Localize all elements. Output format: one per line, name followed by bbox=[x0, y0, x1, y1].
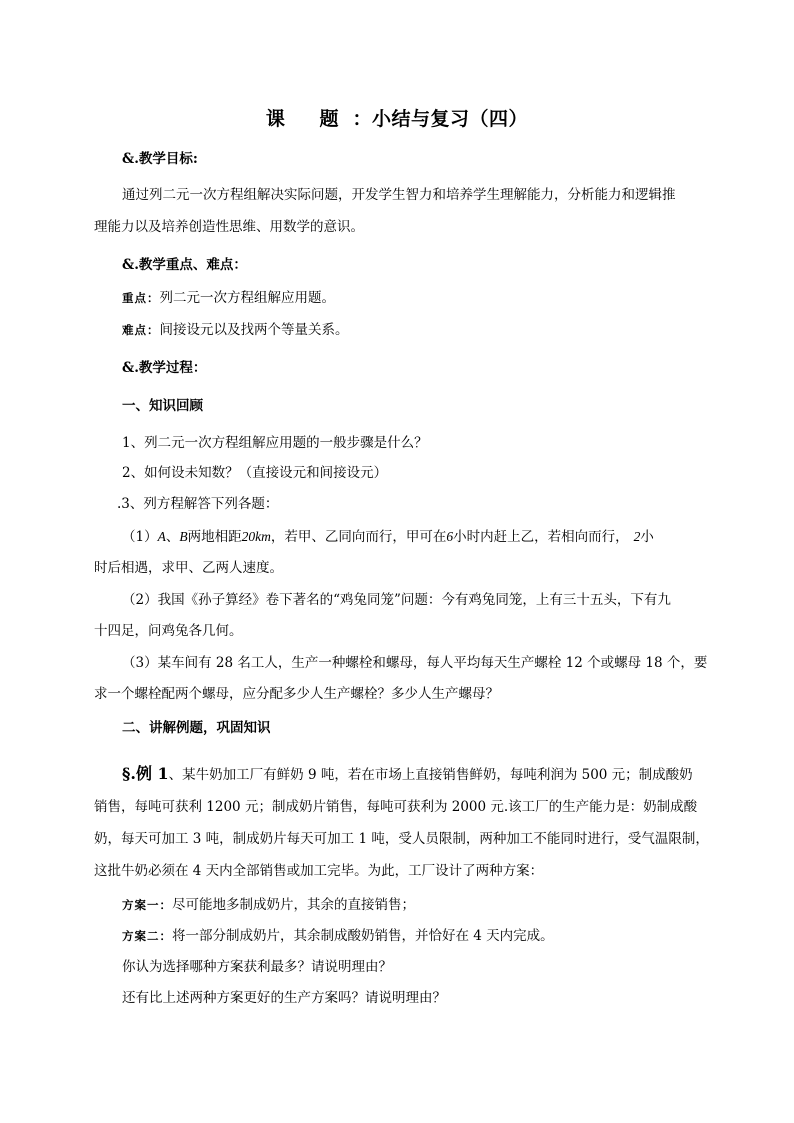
goals-line-2: 理能力以及培养创造性思维、用数学的意识。 bbox=[94, 219, 364, 235]
plan-2-text: 将一部分制成奶片，其余制成酸奶销售，并恰好在 4 天内完成。 bbox=[172, 928, 554, 944]
plan-1-text: 尽可能地多制成奶片，其余的直接销售； bbox=[172, 897, 415, 913]
question-a: 你认为选择哪种方案获利最多？请说明理由？ bbox=[122, 959, 392, 975]
difficulty-text: 间接设元以及找两个等量关系。 bbox=[159, 322, 349, 338]
example-1-line-4: 这批牛奶必须在 4 天内全部销售或加工完毕。为此，工厂设计了两种方案： bbox=[94, 863, 544, 879]
difficulty-point bbox=[122, 320, 349, 340]
process-heading: &.教学过程： bbox=[122, 360, 207, 376]
example-1-text: 、某牛奶加工厂有鲜奶 9 吨，若在市场上直接销售鲜奶，每吨利润为 500 元；制成酸奶 bbox=[168, 767, 693, 783]
problem-3-line-2: 求一个螺栓配两个螺母，应分配多少人生产螺栓？多少人生产螺母？ bbox=[94, 686, 499, 702]
part2-heading: 二、讲解例题，巩固知识 bbox=[122, 720, 271, 736]
page-title bbox=[0, 104, 794, 131]
problem-1-text-c: 小时内赶上乙，若相向而行， bbox=[453, 529, 629, 545]
plan-2 bbox=[122, 926, 554, 946]
difficulty-label: 难点： bbox=[122, 323, 160, 337]
example-1-label: §.例 1 bbox=[122, 764, 169, 783]
example-1-line-2: 销售，每吨可获利 1200 元；制成奶片销售，每吨可获利为 2000 元.该工厂的生产能力是：奶制成酸 bbox=[94, 799, 698, 815]
problem-1-line-2: 时后相遇，求甲、乙两人速度。 bbox=[94, 560, 283, 576]
review-question-1: 1、列二元一次方程组解应用题的一般步骤是什么？ bbox=[122, 435, 428, 451]
point-b: B bbox=[179, 529, 188, 544]
goals-line-1: 通过列二元一次方程组解决实际问题，开发学生智力和培养学生理解能力，分析能力和逻辑推 bbox=[122, 187, 676, 203]
problem-2-line-1: （2）我国《孙子算经》卷下著名的“鸡兔同笼”问题：今有鸡兔同笼，上有三十五头，下有九 bbox=[122, 592, 671, 608]
plan-1 bbox=[122, 895, 415, 915]
problem-1-sep: 、 bbox=[165, 529, 180, 545]
goals-heading: &.教学目标: bbox=[122, 151, 198, 167]
plan-2-label: 方案二： bbox=[122, 929, 172, 943]
problem-1-text-a: 两地相距 bbox=[187, 529, 242, 545]
key-text: 列二元一次方程组解应用题。 bbox=[159, 290, 335, 306]
problem-3-line-1: （3）某车间有 28 名工人，生产一种螺栓和螺母，每人平均每天生产螺栓 12 个或螺母 18 个，要 bbox=[122, 655, 708, 671]
key-point bbox=[122, 288, 335, 308]
example-1-line-1 bbox=[122, 764, 693, 785]
point-a: A bbox=[157, 529, 166, 544]
key-heading: &.教学重点、难点： bbox=[122, 257, 247, 273]
example-1-line-3: 奶，每天可加工 3 吨，制成奶片每天可加工 1 吨，受人员限制，两种加工不能同时进行，受气温限制， bbox=[94, 831, 709, 847]
plan-1-label: 方案一： bbox=[122, 898, 172, 912]
key-label: 重点： bbox=[122, 291, 160, 305]
problem-1-number: （1） bbox=[122, 529, 158, 545]
review-question-3: .3、列方程解答下列各题： bbox=[117, 496, 279, 512]
problem-2-line-2: 十四足，问鸡兔各几何。 bbox=[94, 623, 243, 639]
title-text: ：小结与复习（四） bbox=[352, 108, 529, 130]
problem-1-text-b: ，若甲、乙同向而行，甲可在 bbox=[270, 529, 447, 545]
review-question-2: 2、如何设未知数？（直接设元和间接设元） bbox=[122, 465, 388, 481]
distance-value: 20km bbox=[241, 529, 271, 544]
hours-value-2: 2 bbox=[633, 529, 641, 544]
title-label: 课 题 bbox=[265, 108, 353, 130]
problem-1-text-d: 小 bbox=[640, 529, 654, 545]
problem-1-line-1 bbox=[122, 527, 654, 547]
question-b: 还有比上述两种方案更好的生产方案吗？请说明理由？ bbox=[122, 990, 446, 1006]
hours-value-6: 6 bbox=[446, 529, 454, 544]
part1-heading: 一、知识回顾 bbox=[122, 398, 203, 414]
